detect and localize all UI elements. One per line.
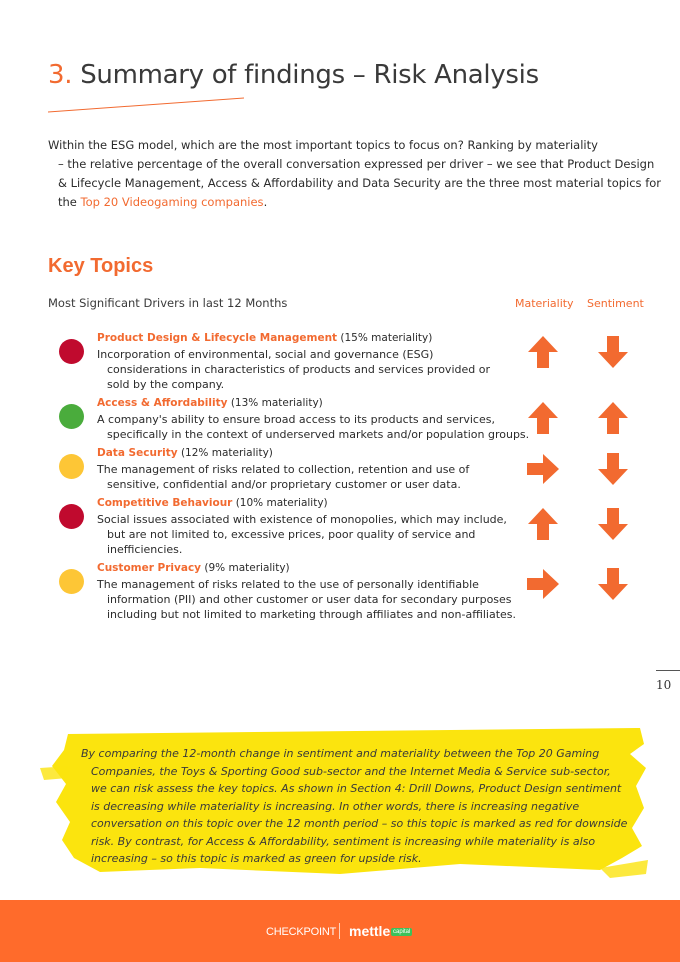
topic-heading — [97, 497, 328, 509]
page-number: 10 — [656, 678, 672, 692]
topic-materiality: (9% materiality) — [204, 562, 290, 574]
materiality-arrow-icon — [525, 451, 561, 487]
intro-line-4-post: . — [263, 195, 268, 209]
drivers-subtitle: Most Significant Drivers in last 12 Months — [48, 296, 288, 310]
sentiment-arrow-icon — [595, 566, 631, 602]
materiality-arrow-icon — [525, 506, 561, 542]
materiality-column-header: Materiality — [515, 297, 574, 310]
intro-highlight: Top 20 Videogaming companies — [80, 195, 264, 209]
materiality-arrow-icon — [525, 566, 561, 602]
section-number: 3. — [48, 60, 73, 90]
logo-divider — [339, 923, 340, 939]
callout-line: increasing – so this topic is marked as green for upside risk. — [91, 852, 422, 865]
title-underline — [48, 96, 244, 114]
materiality-arrow-icon — [525, 400, 561, 436]
intro-line-2: – the relative percentage of the overall conversation expressed per driver – we see that Product Design — [58, 157, 655, 171]
topic-description — [97, 577, 516, 622]
topic-desc-line: The management of risks related to the use of personally identifiable — [97, 578, 479, 591]
callout-line: is decreasing while materiality is increasing. In other words, there is increasing negative — [91, 799, 580, 813]
sentiment-column-header: Sentiment — [587, 297, 644, 310]
section-title: Summary of findings – Risk Analysis — [80, 60, 539, 90]
capital-badge: capital — [393, 929, 411, 935]
topic-description — [97, 462, 469, 492]
topic-desc-line: information (PII) and other customer or user data for secondary purposes — [107, 593, 512, 606]
topic-materiality: (10% materiality) — [235, 497, 328, 509]
topic-desc-line: inefficiencies. — [107, 543, 183, 556]
callout-line: conversation on this topic over the 12 month period – so this topic is marked as red for downside — [91, 817, 628, 830]
topic-desc-line: specifically in the context of underserved markets and/or population groups. — [107, 428, 530, 441]
status-dot — [59, 404, 84, 429]
topic-heading — [97, 397, 323, 409]
materiality-arrow-icon — [525, 334, 561, 370]
topic-desc-line: sold by the company. — [107, 378, 225, 391]
topic-heading — [97, 332, 432, 344]
topic-description — [97, 512, 507, 557]
topic-desc-line: but are not limited to, excessive prices, poor quality of service and — [107, 528, 476, 541]
topic-name: Data Security — [97, 447, 178, 459]
topic-description — [97, 347, 490, 392]
topic-desc-line: including but not limited to marketing through affiliates and non-affiliates. — [107, 608, 517, 621]
risk-callout — [81, 745, 627, 868]
topic-desc-line: Incorporation of environmental, social and governance (ESG) — [97, 348, 434, 361]
sentiment-arrow-icon — [595, 334, 631, 370]
intro-line-1: Within the ESG model, which are the most important topics to focus on? Ranking by materiality — [48, 138, 598, 152]
callout-line: risk. By contrast, for Access & Affordability, sentiment is increasing while materiality is also — [91, 834, 596, 848]
topic-materiality: (15% materiality) — [340, 332, 433, 344]
topic-description — [97, 412, 529, 442]
topic-materiality: (13% materiality) — [230, 397, 323, 409]
topic-name: Customer Privacy — [97, 562, 202, 574]
intro-line-3: & Lifecycle Management, Access & Affordability and Data Security are the three most material topics for — [58, 176, 662, 190]
page-number-rule — [656, 670, 680, 671]
key-topics-heading: Key Topics — [48, 255, 154, 277]
sentiment-arrow-icon — [595, 451, 631, 487]
topic-desc-line: Social issues associated with existence of monopolies, which may include, — [97, 513, 507, 526]
topic-materiality: (12% materiality) — [180, 447, 273, 459]
callout-line: By comparing the 12-month change in sentiment and materiality between the Top 20 Gaming — [81, 747, 600, 760]
status-dot — [59, 569, 84, 594]
topic-heading — [97, 562, 290, 574]
callout-line: we can risk assess the key topics. As shown in Section 4: Drill Downs, Product Design sentiment — [91, 782, 622, 795]
topic-desc-line: sensitive, confidential and/or proprietary customer or user data. — [107, 478, 461, 491]
topic-desc-line: The management of risks related to collection, retention and use of — [97, 463, 470, 476]
status-dot — [59, 504, 84, 529]
page-title — [48, 60, 539, 90]
topic-heading — [97, 447, 273, 459]
topic-name: Product Design & Lifecycle Management — [97, 332, 338, 344]
intro-line-4-pre: the — [58, 195, 81, 209]
status-dot — [59, 454, 84, 479]
page-footer — [0, 900, 680, 962]
topic-desc-line: considerations in characteristics of products and services provided or — [107, 363, 490, 376]
status-dot — [59, 339, 84, 364]
sentiment-arrow-icon — [595, 400, 631, 436]
mettle-logo: mettle — [349, 923, 391, 939]
intro-line-4 — [48, 193, 638, 212]
callout-line: Companies, the Toys & Sporting Good sub-sector and the Internet Media & Service sub-sector, — [91, 764, 611, 778]
sentiment-arrow-icon — [595, 506, 631, 542]
topic-name: Access & Affordability — [97, 397, 228, 409]
intro-paragraph — [48, 136, 662, 212]
topic-name: Competitive Behaviour — [97, 497, 233, 509]
checkpoint-logo: CHECKPOINT — [266, 926, 337, 938]
topic-desc-line: A company's ability to ensure broad access to its products and services, — [97, 413, 495, 426]
